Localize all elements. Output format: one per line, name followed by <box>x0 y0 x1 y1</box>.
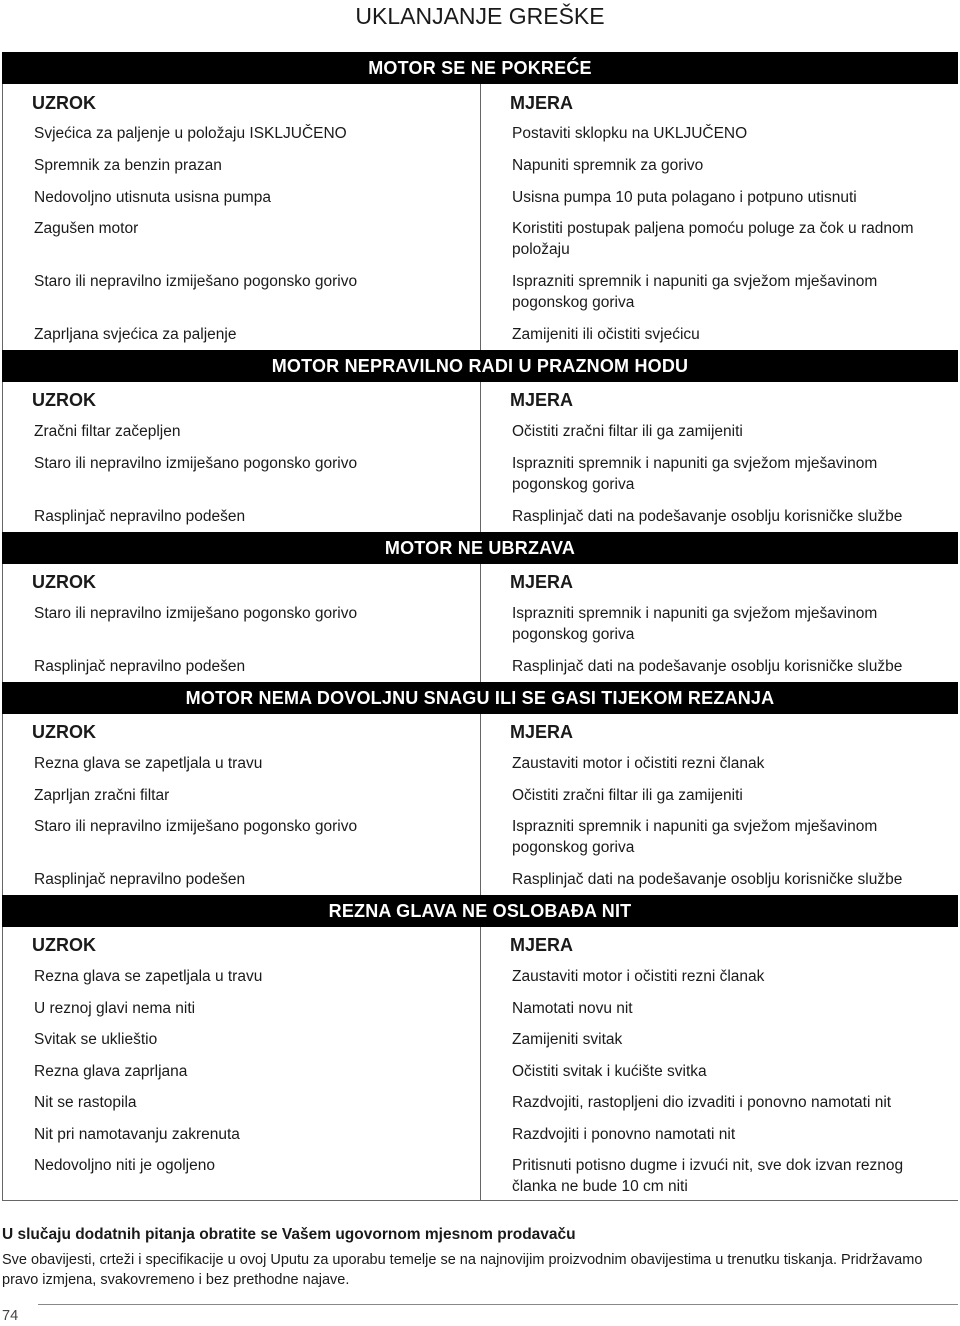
footer-rule <box>38 1304 958 1305</box>
section-heading: REZNA GLAVA NE OSLOBAĐA NIT <box>2 895 958 927</box>
section-heading: MOTOR SE NE POKREĆE <box>2 52 958 84</box>
troubleshooting-table <box>2 52 958 1201</box>
page-number: 74 <box>2 1308 19 1324</box>
cause-cell: Nedovoljno niti je ogoljeno <box>34 1157 215 1174</box>
cause-cell: Rezna glava se zapetljala u travu <box>34 968 263 985</box>
cause-cell: Rasplinjač nepravilno podešen <box>34 508 246 525</box>
action-cell: Isprazniti spremnik i napuniti ga svježom mješavinom pogonskog goriva <box>512 605 878 643</box>
section-heading: MOTOR NEPRAVILNO RADI U PRAZNOM HODU <box>2 350 958 382</box>
cause-cell: Staro ili nepravilno izmiješano pogonsko gorivo <box>34 455 358 472</box>
cause-cell: Nedovoljno utisnuta usisna pumpa <box>34 189 271 206</box>
cause-cell: Rasplinjač nepravilno podešen <box>34 871 246 888</box>
footer-heading: U slučaju dodatnih pitanja obratite se Vašem ugovornom mjesnom prodavaču <box>2 1226 576 1243</box>
cause-column-header: UZROK <box>32 935 96 955</box>
cause-cell: Staro ili nepravilno izmiješano pogonsko gorivo <box>34 605 358 622</box>
action-cell: Usisna pumpa 10 puta polagano i potpuno utisnuti <box>512 189 857 206</box>
action-column-header: MJERA <box>510 935 574 955</box>
action-cell: Razdvojiti i ponovno namotati nit <box>512 1126 736 1143</box>
cause-cell: Nit se rastopila <box>34 1094 137 1111</box>
cause-column-header: UZROK <box>32 722 96 742</box>
action-column-header: MJERA <box>510 572 574 592</box>
action-cell: Zamijeniti svitak <box>512 1031 623 1048</box>
cause-cell: U reznoj glavi nema niti <box>34 1000 196 1017</box>
action-cell: Očistiti svitak i kućište svitka <box>512 1063 707 1080</box>
action-cell: Očistiti zračni filtar ili ga zamijeniti <box>512 787 743 804</box>
cause-cell: Staro ili nepravilno izmiješano pogonsko gorivo <box>34 818 358 835</box>
footer-disclaimer: Sve obavijesti, crteži i specifikacije u ovoj Uputu za uporabu temelje se na najnovijim proizvodnim obavijestima u trenutku tiskanja. Pridržavamo pravo izmjena, svakovremeno i bez prethodne najave. <box>2 1252 923 1288</box>
action-cell: Rasplinjač dati na podešavanje osoblju korisničke službe <box>512 508 903 525</box>
cause-cell: Zagušen motor <box>34 220 139 237</box>
action-cell: Isprazniti spremnik i napuniti ga svježom mješavinom pogonskog goriva <box>512 455 878 493</box>
cause-column-header: UZROK <box>32 93 96 113</box>
action-column-header: MJERA <box>510 93 574 113</box>
cause-cell: Rasplinjač nepravilno podešen <box>34 658 246 675</box>
action-cell: Pritisnuti potisno dugme i izvući nit, sve dok izvan reznog članka ne bude 10 cm niti <box>512 1157 904 1195</box>
action-column-header: MJERA <box>510 390 574 410</box>
section-heading: MOTOR NE UBRZAVA <box>2 532 958 564</box>
column-divider <box>480 52 481 1200</box>
page-title: UKLANJANJE GREŠKE <box>355 3 605 29</box>
action-cell: Napuniti spremnik za gorivo <box>512 157 704 174</box>
action-cell: Isprazniti spremnik i napuniti ga svježom mješavinom pogonskog goriva <box>512 273 878 311</box>
action-column-header: MJERA <box>510 722 574 742</box>
cause-cell: Svjećica za paljenje u položaju ISKLJUČENO <box>34 125 347 142</box>
action-cell: Zaustaviti motor i očistiti rezni članak <box>512 755 765 772</box>
action-cell: Postaviti sklopku na UKLJUČENO <box>512 125 748 142</box>
action-cell: Zamijeniti ili očistiti svjećicu <box>512 326 700 343</box>
cause-cell: Zaprljana svjećica za paljenje <box>34 326 237 343</box>
table-left-border <box>2 52 3 1200</box>
cause-cell: Spremnik za benzin prazan <box>34 157 222 174</box>
cause-cell: Staro ili nepravilno izmiješano pogonsko gorivo <box>34 273 358 290</box>
action-cell: Isprazniti spremnik i napuniti ga svježom mješavinom pogonskog goriva <box>512 818 878 856</box>
action-cell: Zaustaviti motor i očistiti rezni članak <box>512 968 765 985</box>
action-cell: Rasplinjač dati na podešavanje osoblju korisničke službe <box>512 871 903 888</box>
cause-cell: Rezna glava zaprljana <box>34 1063 188 1080</box>
cause-cell: Rezna glava se zapetljala u travu <box>34 755 263 772</box>
cause-cell: Zračni filtar začepljen <box>34 423 181 440</box>
cause-cell: Nit pri namotavanju zakrenuta <box>34 1126 240 1143</box>
cause-cell: Zaprljan zračni filtar <box>34 787 170 804</box>
action-cell: Koristiti postupak paljena pomoću poluge za čok u radnom položaju <box>512 220 914 258</box>
action-cell: Razdvojiti, rastopljeni dio izvaditi i ponovno namotati nit <box>512 1094 892 1111</box>
cause-column-header: UZROK <box>32 572 96 592</box>
cause-column-header: UZROK <box>32 390 96 410</box>
cause-cell: Svitak se uklieštio <box>34 1031 158 1048</box>
action-cell: Rasplinjač dati na podešavanje osoblju korisničke službe <box>512 658 903 675</box>
action-cell: Očistiti zračni filtar ili ga zamijeniti <box>512 423 743 440</box>
action-cell: Namotati novu nit <box>512 1000 633 1017</box>
section-heading: MOTOR NEMA DOVOLJNU SNAGU ILI SE GASI TIJEKOM REZANJA <box>2 682 958 714</box>
